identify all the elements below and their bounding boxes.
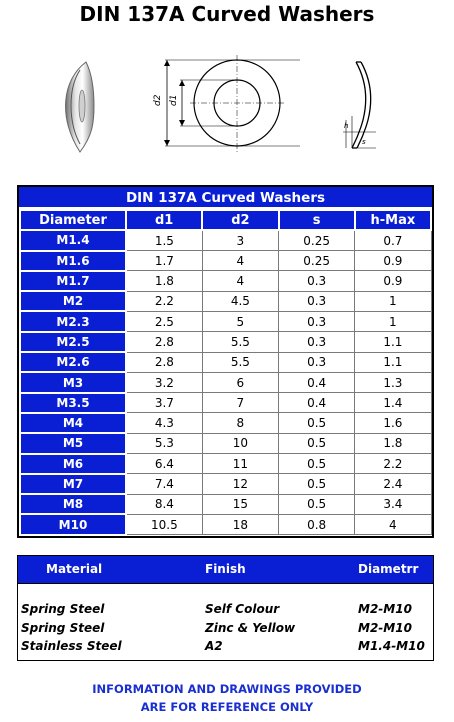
material-row	[18, 621, 433, 638]
cell-s: 0.25	[279, 230, 355, 250]
cell-diameter: M2.3	[20, 311, 126, 331]
cell-diameter: M1.6	[20, 251, 126, 271]
cell-material: Spring Steel	[21, 602, 105, 616]
cell-d2: 11	[202, 454, 278, 474]
cell-d2: 3	[202, 230, 278, 250]
table-row	[20, 311, 431, 331]
cell-diameter: M6	[20, 454, 126, 474]
cell-h-max: 0.9	[355, 251, 431, 271]
header-s: s	[279, 210, 355, 230]
cell-diameter-range: M2-M10	[358, 602, 412, 616]
cell-s: 0.5	[279, 474, 355, 494]
table-row	[20, 433, 431, 453]
cell-h-max: 1.8	[355, 433, 431, 453]
cell-d1: 8.4	[126, 494, 202, 514]
cell-diameter-range: M2-M10	[358, 621, 412, 635]
table-row	[20, 413, 431, 433]
cell-material: Stainless Steel	[21, 639, 122, 653]
cell-d1: 6.4	[126, 454, 202, 474]
cell-d1: 2.8	[126, 332, 202, 352]
cell-s: 0.5	[279, 494, 355, 514]
cell-h-max: 0.7	[355, 230, 431, 250]
cell-diameter: M3	[20, 372, 126, 392]
cell-diameter: M2.5	[20, 332, 126, 352]
table-row	[20, 332, 431, 352]
cell-d1: 2.2	[126, 291, 202, 311]
cell-d1: 7.4	[126, 474, 202, 494]
cell-diameter: M1.4	[20, 230, 126, 250]
table-row	[20, 393, 431, 413]
cell-finish: Zinc & Yellow	[205, 621, 296, 635]
washer-front-view	[164, 55, 300, 152]
label-d2: d2	[153, 94, 163, 106]
cell-s: 0.5	[279, 413, 355, 433]
cell-d1: 2.5	[126, 311, 202, 331]
cell-finish: A2	[205, 639, 223, 653]
cell-h-max: 3.4	[355, 494, 431, 514]
cell-diameter: M3.5	[20, 393, 126, 413]
cell-d1: 3.2	[126, 372, 202, 392]
spec-table-caption: DIN 137A Curved Washers	[19, 187, 432, 209]
cell-diameter: M2.6	[20, 352, 126, 372]
cell-s: 0.4	[279, 372, 355, 392]
cell-d2: 18	[202, 514, 278, 534]
page-title: DIN 137A Curved Washers	[79, 2, 375, 26]
cell-diameter: M5	[20, 433, 126, 453]
header-finish: Finish	[205, 562, 246, 576]
cell-d1: 1.8	[126, 271, 202, 291]
table-row	[20, 372, 431, 392]
cell-s: 0.25	[279, 251, 355, 271]
cell-d2: 7	[202, 393, 278, 413]
cell-s: 0.5	[279, 454, 355, 474]
cell-d2: 8	[202, 413, 278, 433]
cell-h-max: 1.4	[355, 393, 431, 413]
material-table	[17, 555, 434, 661]
header-h-max: h-Max	[355, 210, 431, 230]
header-d1: d1	[126, 210, 202, 230]
cell-d2: 12	[202, 474, 278, 494]
table-row	[20, 352, 431, 372]
cell-d1: 1.7	[126, 251, 202, 271]
cell-diameter: M7	[20, 474, 126, 494]
cell-diameter-range: M1.4-M10	[358, 639, 425, 653]
label-h: h	[344, 122, 349, 130]
cell-d2: 5	[202, 311, 278, 331]
cell-diameter: M8	[20, 494, 126, 514]
cell-material: Spring Steel	[21, 621, 105, 635]
cell-d2: 10	[202, 433, 278, 453]
cell-h-max: 4	[355, 514, 431, 534]
washer-drawings	[0, 40, 454, 170]
cell-s: 0.5	[279, 433, 355, 453]
cell-d2: 6	[202, 372, 278, 392]
cell-d1: 4.3	[126, 413, 202, 433]
cell-diameter: M1.7	[20, 271, 126, 291]
cell-s: 0.3	[279, 291, 355, 311]
cell-s: 0.3	[279, 271, 355, 291]
footnote-line-2: ARE FOR REFERENCE ONLY	[140, 700, 314, 714]
label-d1: d1	[169, 94, 179, 106]
cell-h-max: 2.2	[355, 454, 431, 474]
material-row	[18, 602, 433, 619]
cell-h-max: 1.3	[355, 372, 431, 392]
cell-h-max: 0.9	[355, 271, 431, 291]
cell-diameter: M4	[20, 413, 126, 433]
cell-d1: 2.8	[126, 352, 202, 372]
header-material: Material	[46, 562, 103, 576]
table-row	[20, 474, 431, 494]
cell-s: 0.4	[279, 393, 355, 413]
cell-d2: 4	[202, 251, 278, 271]
cell-d1: 5.3	[126, 433, 202, 453]
cell-d1: 10.5	[126, 514, 202, 534]
cell-d2: 5.5	[202, 332, 278, 352]
cell-d2: 4.5	[202, 291, 278, 311]
table-row	[20, 454, 431, 474]
material-header-row	[18, 556, 433, 584]
cell-diameter: M10	[20, 514, 126, 534]
cell-h-max: 1	[355, 311, 431, 331]
cell-finish: Self Colour	[205, 602, 280, 616]
table-row	[20, 494, 431, 514]
cell-d1: 1.5	[126, 230, 202, 250]
cell-d2: 15	[202, 494, 278, 514]
table-row	[20, 514, 431, 534]
cell-d2: 4	[202, 271, 278, 291]
cell-s: 0.3	[279, 332, 355, 352]
spec-table	[19, 187, 432, 536]
table-row	[20, 230, 431, 250]
table-row	[20, 291, 431, 311]
cell-h-max: 1.6	[355, 413, 431, 433]
label-s: s	[362, 138, 366, 146]
cell-d1: 3.7	[126, 393, 202, 413]
cell-d2: 5.5	[202, 352, 278, 372]
material-row	[18, 639, 433, 656]
spec-header-row	[20, 210, 431, 230]
washer-photo	[66, 62, 94, 152]
header-diametrr: Diametrr	[358, 562, 419, 576]
cell-diameter: M2	[20, 291, 126, 311]
table-row	[20, 251, 431, 271]
cell-s: 0.3	[279, 311, 355, 331]
washer-side-view	[343, 62, 376, 148]
cell-s: 0.8	[279, 514, 355, 534]
header-d2: d2	[202, 210, 278, 230]
cell-h-max: 1	[355, 291, 431, 311]
table-row	[20, 271, 431, 291]
spec-table-container	[17, 185, 434, 538]
cell-h-max: 1.1	[355, 352, 431, 372]
footnote-line-1: INFORMATION AND DRAWINGS PROVIDED	[92, 682, 362, 696]
cell-s: 0.3	[279, 352, 355, 372]
header-diameter: Diameter	[20, 210, 126, 230]
cell-h-max: 1.1	[355, 332, 431, 352]
cell-h-max: 2.4	[355, 474, 431, 494]
